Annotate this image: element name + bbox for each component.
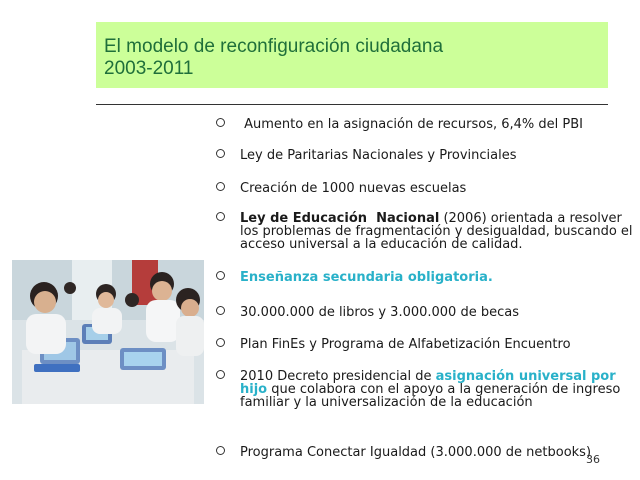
bullet-marker-icon bbox=[216, 118, 225, 127]
bullet-text: (2006) orientada a resolver los problemas de fragmentación y desigualdad, buscando el acceso universal a la educación de calidad. bbox=[240, 211, 633, 252]
bullet-text: Plan FinEs y Programa de Alfabetización Encuentro bbox=[240, 337, 571, 352]
bullet-text: Creación de 1000 nuevas escuelas bbox=[240, 181, 467, 196]
bullet-text: 30.000.000 de libros y 3.000.000 de becas bbox=[240, 305, 519, 320]
bullet-marker-icon bbox=[216, 149, 225, 158]
bullet-text: Ley de Paritarias Nacionales y Provinciales bbox=[240, 148, 517, 163]
bullet-item-6 bbox=[216, 306, 519, 319]
bullet-marker-icon bbox=[216, 446, 225, 455]
slide-title bbox=[104, 36, 443, 80]
bullet-item-3 bbox=[216, 182, 466, 195]
title-box bbox=[96, 22, 608, 88]
bullet-item-4 bbox=[216, 212, 636, 251]
bullet-text: Programa Conectar Igualdad (3.000.000 de netbooks) bbox=[240, 445, 592, 460]
bullet-text-highlight: Enseñanza secundaria obligatoria. bbox=[240, 270, 493, 285]
bullet-item-5 bbox=[216, 271, 493, 284]
bullet-item-2 bbox=[216, 149, 517, 162]
page-number: 36 bbox=[586, 453, 600, 466]
bullet-marker-icon bbox=[216, 370, 225, 379]
law-name: Ley de Educación Nacional bbox=[240, 211, 440, 226]
classroom-photo-icon bbox=[12, 260, 204, 404]
bullet-text: que colabora con el apoyo a la generación de ingreso familiar y la universalización de la educación bbox=[240, 382, 621, 410]
bullet-item-8 bbox=[216, 370, 624, 409]
title-line-2: 2003-2011 bbox=[104, 58, 194, 79]
bullet-item-7 bbox=[216, 338, 571, 351]
bullet-marker-icon bbox=[216, 338, 225, 347]
bullet-text: Aumento en la asignación de recursos, 6,4% del PBI bbox=[240, 117, 584, 132]
bullet-marker-icon bbox=[216, 306, 225, 315]
bullet-marker-icon bbox=[216, 182, 225, 191]
bullet-marker-icon bbox=[216, 271, 225, 280]
title-divider bbox=[96, 104, 608, 105]
title-line-1: El modelo de reconfiguración ciudadana bbox=[104, 36, 444, 57]
bullet-text-highlight: asignación universal por hijo bbox=[240, 369, 616, 397]
bullet-marker-icon bbox=[216, 212, 225, 221]
classroom-photo-illustration bbox=[12, 260, 204, 404]
bullet-item-1 bbox=[216, 118, 583, 131]
bullet-text: 2010 Decreto presidencial de bbox=[240, 369, 436, 384]
bullet-item-9 bbox=[216, 446, 640, 459]
